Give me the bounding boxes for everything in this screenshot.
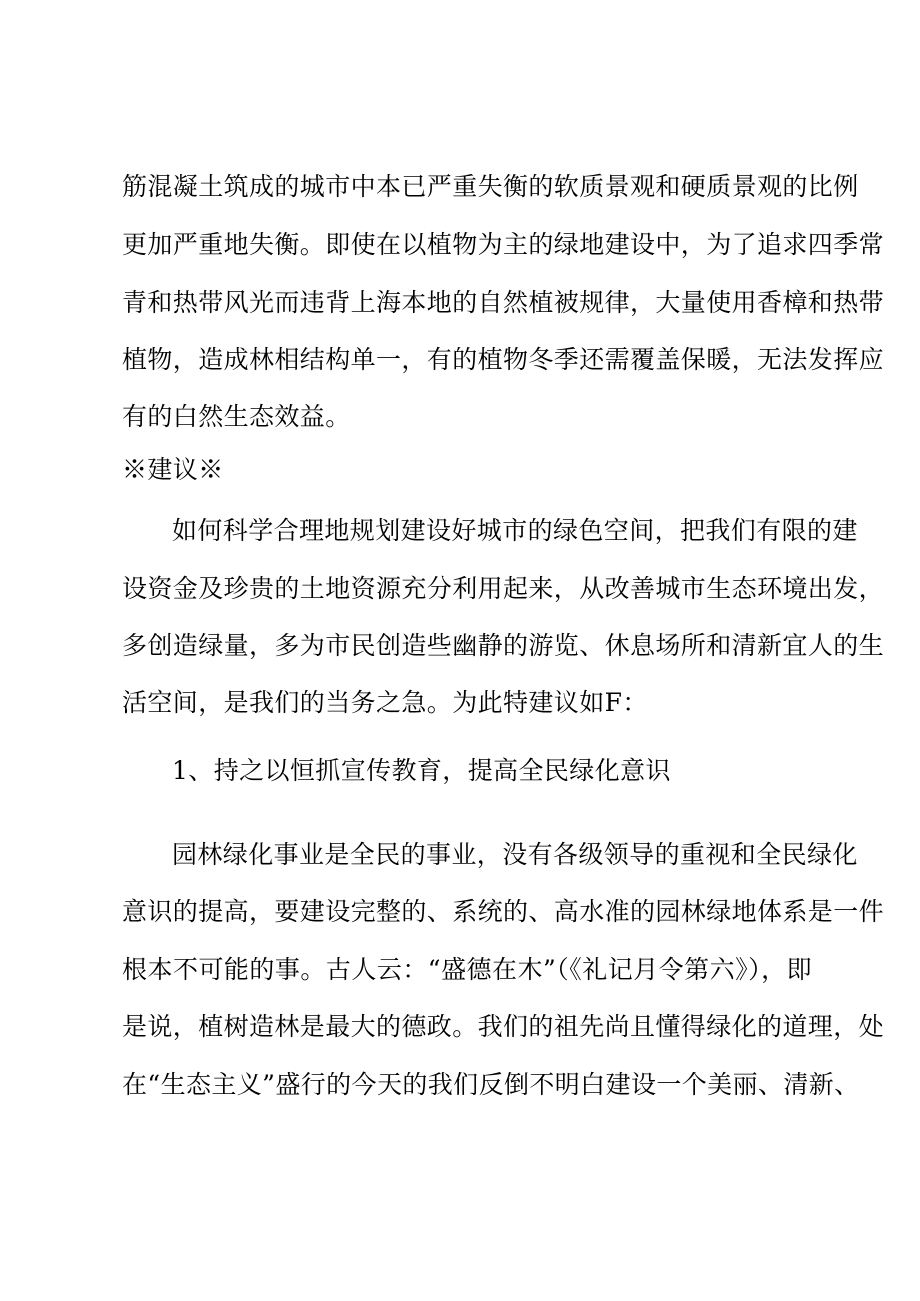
paragraph-3-line-1: 园林绿化事业是全民的事业，没有各级领导的重视和全民绿化: [172, 840, 858, 869]
paragraph-2-line-2: 设资金及珍贵的土地资源充分利用起来，从改善城市生态环境出发，: [122, 574, 885, 603]
item-1-heading: 1、持之以恒抓宣传教育，提高全民绿化意识: [172, 756, 671, 785]
paragraph-2-line-4: 活空间，是我们的当务之急。为此特建议如F：: [122, 688, 648, 717]
paragraph-1-line-5: 有的白然生态效益。: [122, 402, 351, 431]
paragraph-1-line-4: 植物，造成林相结构单一，有的植物冬季还需覆盖保暖，无法发挥应: [122, 345, 885, 374]
paragraph-1-line-2: 更加严重地失衡。即使在以植物为主的绿地建设中，为了追求四季常: [122, 230, 885, 259]
paragraph-2-line-3: 多创造绿量，多为市民创造些幽静的游览、休息场所和清新宜人的生: [122, 631, 885, 660]
paragraph-1-line-1: 筋混凝土筑成的城市中本已严重失衡的软质景观和硬质景观的比例: [122, 172, 859, 201]
paragraph-1-line-3: 青和热带风光而违背上海本地的自然植被规律，大量使用香樟和热带: [122, 288, 885, 317]
paragraph-3-line-3: 根本不可能的事。古人云：“盛德在木”（《礼记月令第六》），即: [122, 955, 812, 984]
paragraph-3-line-5: 在“生态主义”盛行的今天的我们反倒不明白建设一个美丽、清新、: [122, 1070, 860, 1099]
paragraph-3-line-4: 是说，植树造林是最大的德政。我们的祖先尚且懂得绿化的道理，处: [122, 1012, 885, 1041]
paragraph-3-line-2: 意识的提高，要建设完整的、系统的、高水准的园林绿地体系是一件: [122, 897, 885, 926]
paragraph-2-line-1: 如何科学合理地规划建设好城市的绿色空间，把我们有限的建: [172, 516, 858, 545]
section-heading: ※建议※: [122, 455, 224, 484]
